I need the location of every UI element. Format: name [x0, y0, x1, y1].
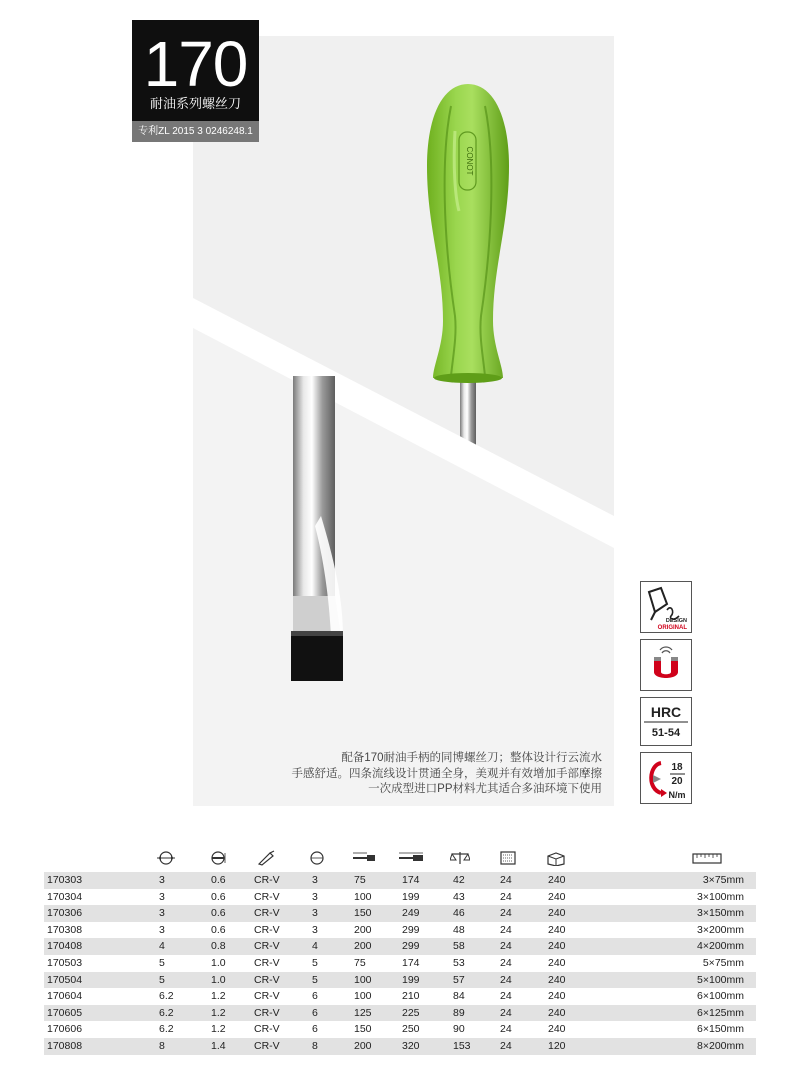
table-cell: 170408	[47, 940, 83, 953]
table-cell: 84	[453, 990, 465, 1003]
table-cell: 90	[453, 1023, 465, 1036]
tip-thickness-icon	[208, 850, 228, 866]
table-cell: 24	[500, 973, 512, 986]
table-cell: 4	[312, 940, 318, 953]
table-cell: 57	[453, 973, 465, 986]
table-cell: CR-V	[254, 1006, 280, 1019]
table-cell: 24	[500, 940, 512, 953]
table-cell: 75	[354, 956, 366, 969]
table-cell: 8	[159, 1039, 165, 1052]
table-cell: 24	[500, 956, 512, 969]
table-cell: 5×100mm	[697, 973, 744, 986]
table-cell: 225	[402, 1006, 420, 1019]
table-cell: 170308	[47, 923, 83, 936]
table-cell: 6	[312, 1023, 318, 1036]
table-cell: 170503	[47, 956, 83, 969]
table-cell: CR-V	[254, 1023, 280, 1036]
table-cell: 1.2	[211, 1006, 226, 1019]
table-cell: 240	[548, 890, 566, 903]
table-cell: 5	[159, 973, 165, 986]
table-cell: 42	[453, 874, 465, 886]
table-cell: 3	[312, 874, 318, 886]
table-cell: 6.2	[159, 1023, 174, 1036]
magnet-icon	[640, 639, 692, 691]
shank-diameter-icon	[307, 850, 327, 866]
table-cell: 170303	[47, 874, 83, 886]
table-cell: 240	[548, 1006, 566, 1019]
table-row	[44, 1038, 756, 1055]
weight-icon	[450, 850, 470, 866]
table-cell: 299	[402, 940, 420, 953]
table-cell: 170304	[47, 890, 83, 903]
table-cell: CR-V	[254, 973, 280, 986]
table-cell: 1.0	[211, 973, 226, 986]
table-cell: 24	[500, 1023, 512, 1036]
table-cell: 6×150mm	[697, 1023, 744, 1036]
table-cell: 170504	[47, 973, 83, 986]
screwdriver-handle	[427, 84, 509, 383]
table-cell: 240	[548, 956, 566, 969]
table-cell: CR-V	[254, 907, 280, 920]
table-cell: 8×200mm	[697, 1039, 744, 1052]
torque-unit: N/m	[668, 790, 686, 800]
table-cell: 48	[453, 923, 465, 936]
design-original-icon	[640, 581, 692, 633]
table-cell: 24	[500, 907, 512, 920]
size-ruler-icon	[692, 850, 722, 866]
model-number: 170	[143, 28, 248, 100]
table-cell: 150	[354, 907, 372, 920]
table-cell: 1.2	[211, 1023, 226, 1036]
model-badge	[132, 20, 259, 142]
patent-number: 专利ZL 2015 3 0246248.1	[132, 121, 259, 142]
table-cell: 3	[312, 923, 318, 936]
total-length-icon	[398, 850, 418, 866]
table-cell: 174	[402, 874, 420, 886]
table-cell: 24	[500, 1039, 512, 1052]
table-cell: 174	[402, 956, 420, 969]
table-cell: 320	[402, 1039, 420, 1052]
table-cell: CR-V	[254, 956, 280, 969]
table-cell: 100	[354, 890, 372, 903]
table-cell: 200	[354, 1039, 372, 1052]
table-row	[44, 1021, 756, 1038]
table-cell: 3	[159, 923, 165, 936]
table-cell: 6	[312, 1006, 318, 1019]
table-cell: 170604	[47, 990, 83, 1003]
table-cell: 0.6	[211, 907, 226, 920]
table-cell: 6.2	[159, 1006, 174, 1019]
table-cell: CR-V	[254, 890, 280, 903]
table-cell: 3×150mm	[697, 907, 744, 920]
table-cell: 0.6	[211, 923, 226, 936]
table-cell: 4	[159, 940, 165, 953]
table-cell: 3×100mm	[697, 890, 744, 903]
table-cell: 4×200mm	[697, 940, 744, 953]
table-cell: 240	[548, 940, 566, 953]
table-cell: 24	[500, 1006, 512, 1019]
table-cell: 3	[159, 874, 165, 886]
table-row	[44, 922, 756, 939]
table-cell: 46	[453, 907, 465, 920]
table-cell: 200	[354, 923, 372, 936]
table-cell: 100	[354, 990, 372, 1003]
handle-logo: CONOT	[465, 146, 474, 176]
table-row	[44, 872, 756, 889]
description-line: 配备170耐油手柄的同博螺丝刀；整体设计行云流水	[341, 752, 602, 764]
carton-icon	[546, 850, 566, 866]
table-cell: 3	[159, 890, 165, 903]
table-cell: 3	[159, 907, 165, 920]
table-cell: 6×125mm	[697, 1006, 744, 1019]
table-cell: CR-V	[254, 923, 280, 936]
table-cell: 6.2	[159, 990, 174, 1003]
series-name: 耐油系列螺丝刀	[149, 96, 241, 111]
table-cell: 299	[402, 923, 420, 936]
table-cell: 0.6	[211, 874, 226, 886]
table-cell: 24	[500, 890, 512, 903]
table-body	[44, 872, 756, 1055]
table-cell: 153	[453, 1039, 471, 1052]
table-row	[44, 988, 756, 1005]
table-cell: 3	[312, 890, 318, 903]
hrc-icon	[640, 697, 692, 746]
table-cell: 24	[500, 874, 512, 886]
table-cell: 1.2	[211, 990, 226, 1003]
table-cell: 5	[159, 956, 165, 969]
table-cell: 240	[548, 907, 566, 920]
table-cell: 250	[402, 1023, 420, 1036]
table-cell: 200	[354, 940, 372, 953]
table-cell: 150	[354, 1023, 372, 1036]
table-cell: 240	[548, 874, 566, 886]
table-cell: 1.0	[211, 956, 226, 969]
table-cell: 249	[402, 907, 420, 920]
table-cell: 0.8	[211, 940, 226, 953]
table-cell: 24	[500, 990, 512, 1003]
table-cell: 3×75mm	[702, 874, 744, 886]
table-cell: 0.6	[211, 890, 226, 903]
table-cell: 125	[354, 1006, 372, 1019]
blade-length-icon	[352, 850, 372, 866]
table-cell: 24	[500, 923, 512, 936]
table-cell: 1.4	[211, 1039, 226, 1052]
table-cell: 75	[354, 874, 366, 886]
table-cell: 240	[548, 973, 566, 986]
table-cell: 5×75mm	[702, 956, 744, 969]
table-cell: CR-V	[254, 990, 280, 1003]
table-cell: 210	[402, 990, 420, 1003]
table-cell: 170606	[47, 1023, 83, 1036]
table-cell: 58	[453, 940, 465, 953]
table-cell: 3	[312, 907, 318, 920]
description-line: 一次成型进口PP材料尤其适合多油环境下使用	[368, 783, 602, 795]
torque-bottom: 20	[671, 776, 683, 787]
torque-top: 18	[671, 762, 683, 773]
material-icon	[256, 850, 276, 866]
spec-table	[44, 844, 756, 1055]
table-row	[44, 938, 756, 955]
table-cell: 53	[453, 956, 465, 969]
table-cell: 170306	[47, 907, 83, 920]
table-cell: 5	[312, 956, 318, 969]
hrc-label: HRC	[650, 704, 682, 720]
table-cell: CR-V	[254, 1039, 280, 1052]
design-label: DESIGN	[665, 618, 687, 624]
torque-icon	[640, 752, 692, 804]
table-row	[44, 1005, 756, 1022]
table-cell: CR-V	[254, 874, 280, 886]
table-row	[44, 972, 756, 989]
inner-box-icon	[498, 850, 518, 866]
table-cell: 240	[548, 923, 566, 936]
table-cell: 3×200mm	[697, 923, 744, 936]
table-cell: 199	[402, 973, 420, 986]
hrc-value: 51-54	[651, 727, 681, 739]
table-cell: 89	[453, 1006, 465, 1019]
table-header	[44, 844, 756, 872]
table-cell: 100	[354, 973, 372, 986]
screwdriver-illustration	[193, 36, 614, 806]
table-row	[44, 905, 756, 922]
table-cell: 170605	[47, 1006, 83, 1019]
table-cell: 120	[548, 1039, 566, 1052]
description-line: 手感舒适。四条流线设计贯通全身，美观并有效增加手部摩擦	[291, 767, 602, 780]
original-label: ORIGINAL	[657, 625, 687, 631]
table-cell: 170808	[47, 1039, 83, 1052]
table-cell: 6	[312, 990, 318, 1003]
table-cell: 6×100mm	[697, 990, 744, 1003]
table-cell: 43	[453, 890, 465, 903]
table-cell: 199	[402, 890, 420, 903]
table-row	[44, 955, 756, 972]
product-description	[262, 751, 602, 798]
tip-width-icon	[156, 850, 176, 866]
table-cell: CR-V	[254, 940, 280, 953]
table-cell: 8	[312, 1039, 318, 1052]
table-cell: 5	[312, 973, 318, 986]
table-row	[44, 889, 756, 906]
table-cell: 240	[548, 1023, 566, 1036]
product-image	[193, 36, 614, 806]
table-cell: 240	[548, 990, 566, 1003]
